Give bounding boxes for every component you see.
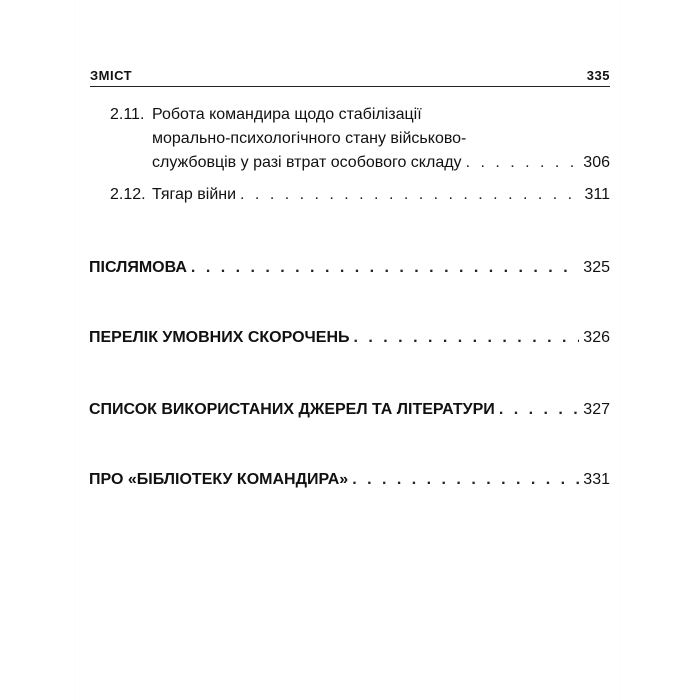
dot-leader	[499, 398, 579, 422]
book-page	[75, 0, 620, 700]
toc-entry-text: Робота командира щодо стабілізації	[152, 106, 422, 123]
toc-entry-line	[152, 127, 610, 151]
dot-leader	[354, 326, 580, 350]
toc-entry-line	[152, 103, 610, 127]
toc-entry-line	[152, 183, 610, 207]
toc-section-title: СПИСОК ВИКОРИСТАНИХ ДЖЕРЕЛ ТА ЛІТЕРАТУРИ	[89, 401, 495, 418]
toc-section-page: 331	[583, 471, 610, 488]
toc-entry-number: 2.11.	[110, 106, 145, 123]
toc-section-page: 326	[583, 329, 610, 346]
toc-section-about-library	[89, 468, 610, 492]
toc-entry-page: 306	[583, 154, 610, 171]
toc-entry-2-11	[110, 103, 610, 175]
toc-section-title: ПЕРЕЛІК УМОВНИХ СКОРОЧЕНЬ	[89, 329, 350, 346]
toc-section-page: 327	[583, 401, 610, 418]
dot-leader	[352, 468, 579, 492]
toc-section-title: ПІСЛЯМОВА	[89, 259, 187, 276]
running-header	[90, 62, 610, 87]
dot-leader	[240, 183, 580, 207]
toc-section-page: 325	[583, 259, 610, 276]
toc-entry-text: службовців у разі втрат особового складу	[152, 154, 462, 171]
toc-section-title: ПРО «БІБЛІОТЕКУ КОМАНДИРА»	[89, 471, 349, 488]
dot-leader	[191, 256, 579, 280]
toc-entry-2-12	[110, 183, 610, 207]
running-header-page-number: 335	[586, 68, 610, 83]
toc-section-references	[89, 398, 610, 422]
running-header-title: ЗМІСТ	[90, 68, 133, 83]
toc-entry-number: 2.12.	[110, 186, 146, 203]
dot-leader	[466, 151, 580, 175]
toc-entry-text: морально-психологічного стану військово-	[152, 130, 467, 147]
toc-entry-line	[152, 151, 610, 175]
toc-entry-text: Тягар війни	[152, 186, 237, 203]
toc-section-afterword	[89, 256, 610, 280]
toc-section-abbreviations	[89, 326, 610, 350]
toc-entry-page: 311	[584, 186, 610, 203]
